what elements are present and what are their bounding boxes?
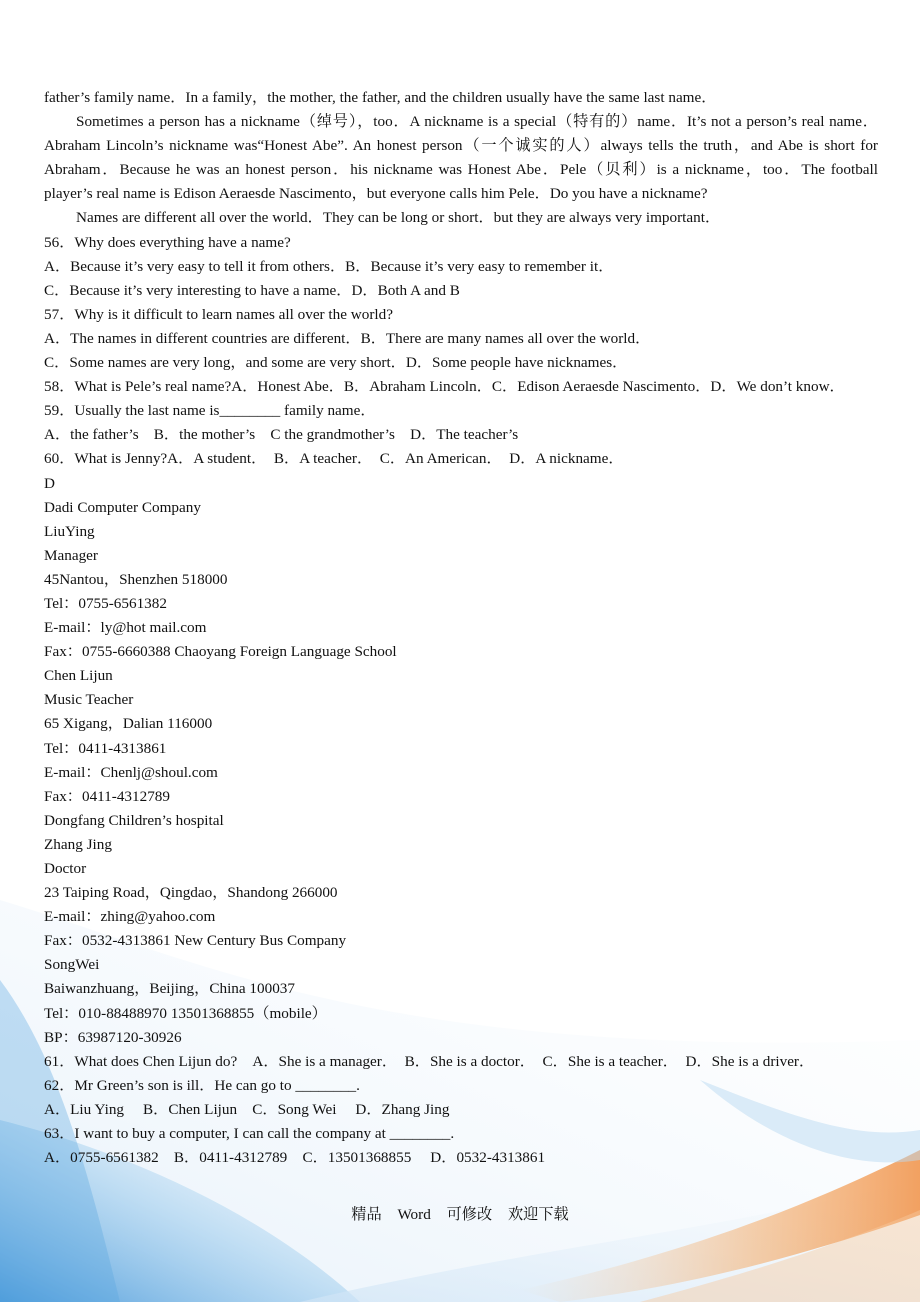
card-line: Manager	[44, 546, 98, 564]
question-line: C．Some names are very long，and some are very short．D．Some people have nicknames．	[44, 354, 628, 372]
passage-paragraph: Names are different all over the world．They can be long or short．but they are always very important．	[76, 209, 721, 227]
question-line: 62．Mr Green’s son is ill．He can go to ________.	[44, 1076, 360, 1094]
card-line: Zhang Jing	[44, 835, 112, 853]
question-line: 59．Usually the last name is________ family name．	[44, 402, 376, 420]
card-line: Tel：010-88488970 13501368855（mobile）	[44, 1004, 327, 1022]
card-line: Fax：0411-4312789	[44, 787, 170, 805]
question-line: 58．What is Pele’s real name?A．Honest Abe．B．Abraham Lincoln．C．Edison Aeraesde Nascimento．D．We don’t know．	[44, 378, 845, 396]
question-line: A．Because it’s very easy to tell it from others．B．Because it’s very easy to remember it．	[44, 257, 614, 275]
section-heading: D	[44, 474, 55, 492]
card-line: LiuYing	[44, 522, 95, 540]
question-line: 56．Why does everything have a name?	[44, 233, 291, 251]
question-line: 57．Why is it difficult to learn names all over the world?	[44, 305, 393, 323]
card-line: Tel：0755-6561382	[44, 594, 167, 612]
card-line: E-mail：ly@hot mail.com	[44, 619, 207, 637]
card-line: 65 Xigang，Dalian 116000	[44, 715, 213, 733]
question-line: 63．I want to buy a computer, I can call the company at ________.	[44, 1125, 455, 1143]
card-line: 45Nantou，Shenzhen 518000	[44, 570, 228, 588]
card-line: Baiwanzhuang，Beijing，China 100037	[44, 980, 295, 998]
card-line: Dongfang Children’s hospital	[44, 811, 224, 829]
question-line: A．Liu Ying B．Chen Lijun C．Song Wei D．Zhang Jing	[44, 1100, 450, 1118]
card-line: SongWei	[44, 956, 100, 974]
card-line: Chen Lijun	[44, 667, 113, 685]
question-line: 61．What does Chen Lijun do? A．She is a manager． B．She is a doctor． C．She is a teacher． D．She is a driver．	[44, 1052, 815, 1070]
card-line: E-mail：Chenlj@shoul.com	[44, 763, 218, 781]
footer-text: 精品	[351, 1206, 382, 1223]
footer-text: Word	[397, 1206, 431, 1223]
card-line: Tel：0411-4313861	[44, 739, 167, 757]
card-line: Fax：0532-4313861 New Century Bus Company	[44, 932, 347, 950]
question-line: C．Because it’s very interesting to have a name．D．Both A and B	[44, 281, 460, 299]
card-line: Doctor	[44, 860, 87, 877]
card-line: Dadi Computer Company	[44, 498, 201, 516]
card-line: Music Teacher	[44, 691, 134, 709]
card-line: E-mail：zhing@yahoo.com	[44, 908, 216, 926]
document-body	[44, 86, 878, 1170]
question-line: A．the father’s B．the mother’s C the grandmother’s D．The teacher’s	[44, 426, 519, 444]
footer-text: 可修改	[446, 1206, 493, 1223]
passage-line: father’s family name．In a family，the mother, the father, and the children usually have the same last name．	[44, 89, 717, 106]
question-line: A．0755-6561382 B．0411-4312789 C．13501368855 D．0532-4313861	[44, 1149, 546, 1167]
card-line: Fax：0755-6660388 Chaoyang Foreign Language School	[44, 643, 397, 661]
card-line: 23 Taiping Road，Qingdao，Shandong 266000	[44, 884, 338, 902]
passage-paragraph: Sometimes a person has a nickname（绰号），too．A nickname is a special（特有的）name．It’s not a person’s real name．Abraham Lincoln’s nickname was“Honest Abe”. An honest person（一个诚实的人）always tells the truth，and Abe is short for Abraham．Because he was an honest person．his nickname was Honest Abe．Pele（贝利）is a nickname，too．The football player’s real name is Edison Aeraesde Nascimento，but everyone calls him Pele．Do you have a nickname?	[44, 113, 878, 203]
footer-text: 欢迎下载	[507, 1206, 569, 1223]
card-line: BP：63987120-30926	[44, 1028, 182, 1046]
page-footer	[0, 1203, 920, 1224]
question-line: A．The names in different countries are different．B．There are many names all over the world．	[44, 329, 651, 347]
question-line: 60．What is Jenny?A．A student． B．A teacher． C．An American． D．A nickname．	[44, 450, 624, 468]
